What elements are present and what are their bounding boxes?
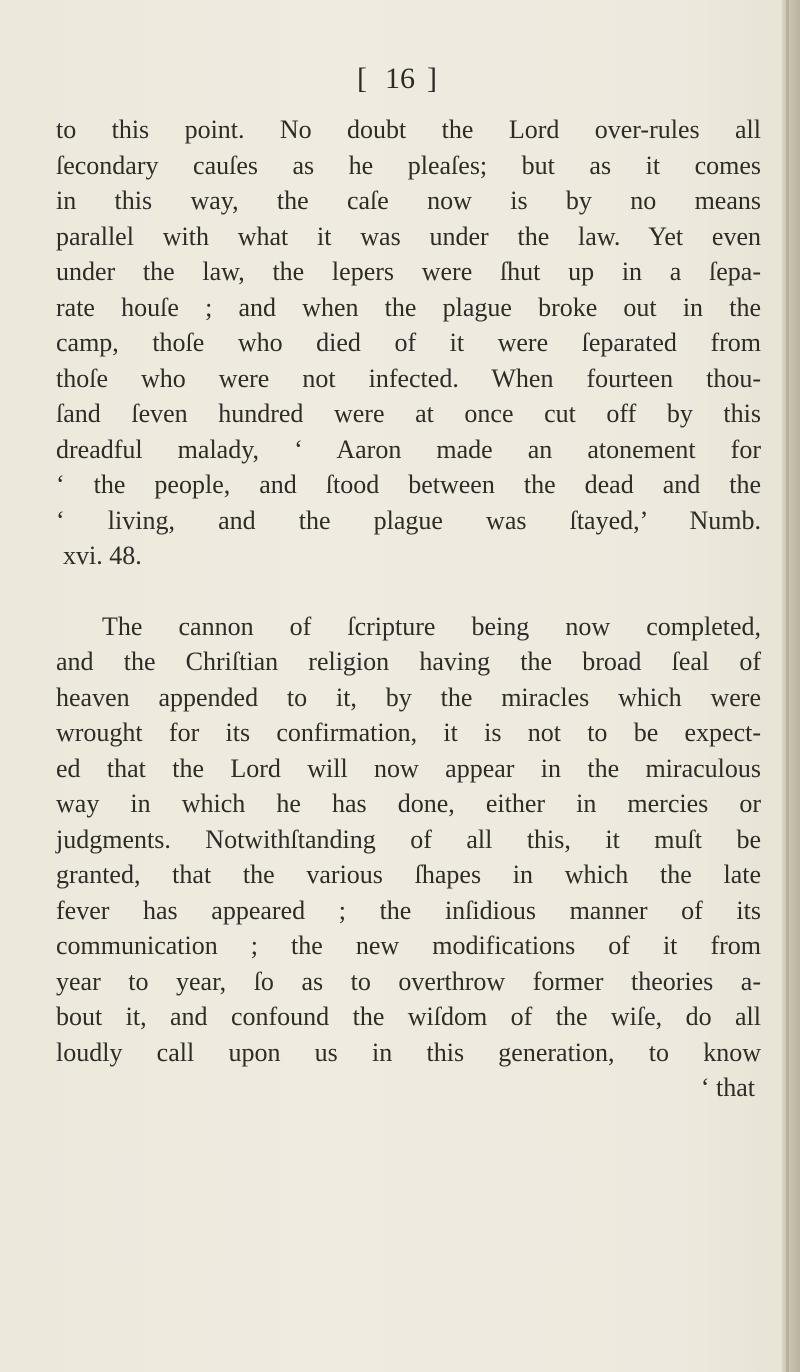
text-line: ſand ſeven hundred were at once cut off by this xyxy=(56,399,761,428)
text-line: rate houſe ; and when the plague broke out in the xyxy=(56,292,761,322)
text-line: to this point. No doubt the Lord over-rules all xyxy=(56,115,761,144)
body-text xyxy=(56,112,761,1106)
text-line: xvi. 48. xyxy=(63,541,142,570)
page-edge xyxy=(782,0,800,1372)
text-line: fever has appeared ; the inſidious manner of its xyxy=(56,895,761,925)
text-line: wrought for its confirmation, it is not to be expect- xyxy=(56,718,761,747)
paragraph-gap xyxy=(56,574,761,609)
text-line: ‘ living, and the plague was ſtayed,’ Numb. xyxy=(56,505,761,535)
text-line: and the Chriſtian religion having the broad ſeal of xyxy=(56,647,761,676)
text-line: communication ; the new modifications of it from xyxy=(56,931,761,960)
text-line: under the law, the lepers were ſhut up in a ſepa- xyxy=(56,257,761,286)
text-line: heaven appended to it, by the miracles which were xyxy=(56,682,761,712)
text-line: thoſe who were not infected. When fourteen thou- xyxy=(56,363,761,393)
bracket-close: ] xyxy=(427,62,443,95)
text-line: camp, thoſe who died of it were ſeparated from xyxy=(56,328,761,357)
paragraph-1 xyxy=(56,112,761,574)
bracket-open: [ xyxy=(357,62,373,95)
text-line: loudly call upon us in this generation, to know xyxy=(56,1037,761,1067)
text-line: judgments. Notwithſtanding of all this, it muſt be xyxy=(56,824,761,854)
text-line: in this way, the caſe now is by no means xyxy=(56,186,761,215)
text-line: The cannon of ſcripture being now completed, xyxy=(102,611,761,641)
text-line: granted, that the various ſhapes in which the late xyxy=(56,860,761,889)
catchword: ‘ that xyxy=(700,1073,755,1102)
text-line: parallel with what it was under the law. Yet even xyxy=(56,221,761,251)
text-line: ‘ the people, and ſtood between the dead and the xyxy=(56,470,761,499)
text-line: ſecondary cauſes as he pleaſes; but as it comes xyxy=(56,150,761,180)
text-line: bout it, and confound the wiſdom of the wiſe, do all xyxy=(56,1002,761,1031)
text-line: year to year, ſo as to overthrow former theories a- xyxy=(56,966,761,996)
page-number: 16 xyxy=(385,62,415,95)
text-line: dreadful malady, ‘ Aaron made an atonement for xyxy=(56,434,761,464)
page-header xyxy=(0,62,800,96)
text-line: way in which he has done, either in mercies or xyxy=(56,789,761,818)
text-line: ed that the Lord will now appear in the miraculous xyxy=(56,753,761,783)
paragraph-2 xyxy=(56,609,761,1071)
